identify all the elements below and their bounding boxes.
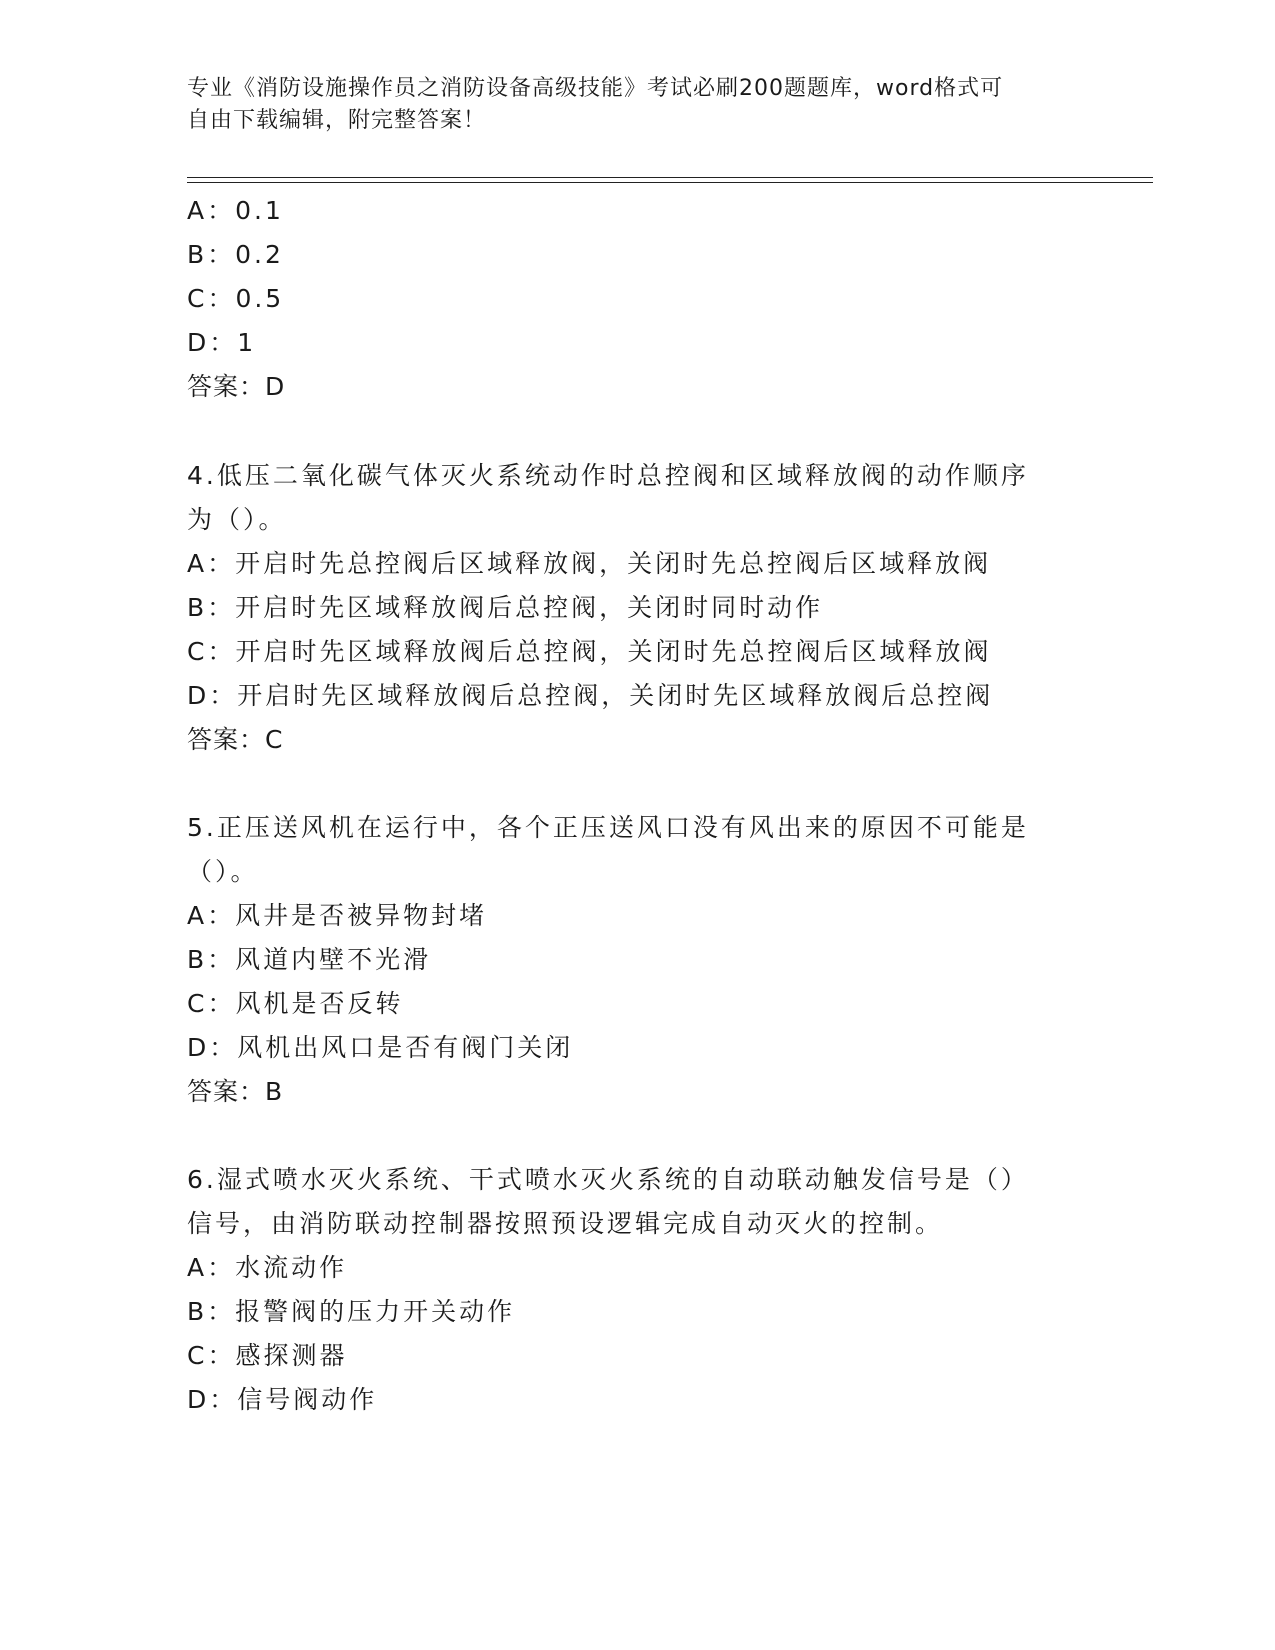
question-5-stem-cont: （）。 <box>187 857 259 886</box>
option-c: C：0.5 <box>187 284 285 313</box>
question-6-option-a: A：水流动作 <box>187 1253 348 1282</box>
question-5-option-a: A：风井是否被异物封堵 <box>187 901 488 930</box>
question-4-stem: 4.低压二氧化碳气体灭火系统动作时总控阀和区域释放阀的动作顺序 <box>187 461 1029 490</box>
question-6-stem-cont: 信号，由消防联动控制器按照预设逻辑完成自动灭火的控制。 <box>187 1209 944 1238</box>
question-5-option-b: B：风道内壁不光滑 <box>187 945 432 974</box>
question-4-option-a: A：开启时先总控阀后区域释放阀，关闭时先总控阀后区域释放阀 <box>187 549 992 578</box>
answer: 答案：D <box>187 372 286 401</box>
question-5-option-c: C：风机是否反转 <box>187 989 404 1018</box>
question-5-stem: 5.正压送风机在运行中，各个正压送风口没有风出来的原因不可能是 <box>187 813 1029 842</box>
header-line-1: 专业《消防设施操作员之消防设备高级技能》考试必刷200题题库，word格式可 <box>187 76 1004 101</box>
question-6-stem: 6.湿式喷水灭火系统、干式喷水灭火系统的自动联动触发信号是（） <box>187 1165 1029 1194</box>
question-5-option-d: D：风机出风口是否有阀门关闭 <box>187 1033 574 1062</box>
option-a: A：0.1 <box>187 196 284 225</box>
question-4-option-d: D：开启时先区域释放阀后总控阀，关闭时先区域释放阀后总控阀 <box>187 681 994 710</box>
option-d: D：1 <box>187 328 257 357</box>
question-4-option-c: C：开启时先区域释放阀后总控阀，关闭时先总控阀后区域释放阀 <box>187 637 992 666</box>
question-4-answer: 答案：C <box>187 725 284 754</box>
question-6-option-d: D：信号阀动作 <box>187 1385 378 1414</box>
question-4-stem-cont: 为（）。 <box>187 505 287 534</box>
option-b: B：0.2 <box>187 240 284 269</box>
question-5-answer: 答案：B <box>187 1077 284 1106</box>
question-6-option-c: C：感探测器 <box>187 1341 348 1370</box>
header-divider-top <box>187 177 1153 178</box>
header-line-2: 自由下载编辑，附完整答案！ <box>187 108 487 133</box>
question-4-option-b: B：开启时先区域释放阀后总控阀，关闭时同时动作 <box>187 593 824 622</box>
question-6-option-b: B：报警阀的压力开关动作 <box>187 1297 516 1326</box>
header-divider-bottom <box>187 182 1153 183</box>
document-header <box>187 73 1067 137</box>
